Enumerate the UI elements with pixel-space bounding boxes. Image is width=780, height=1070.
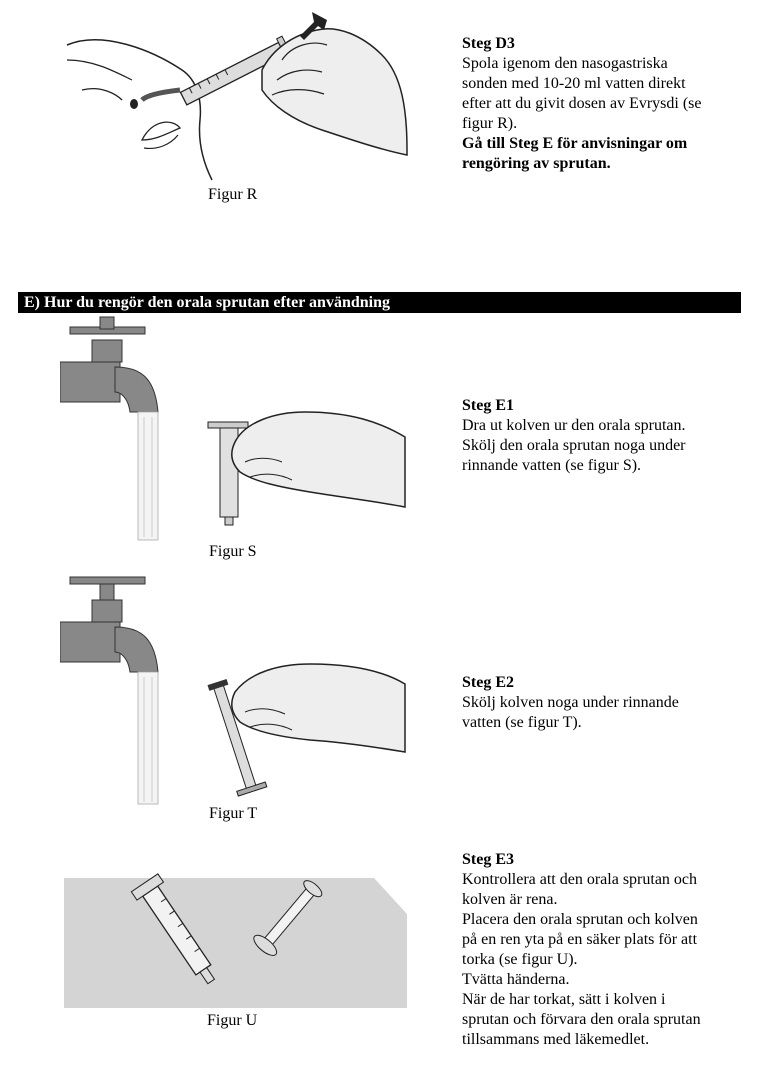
figure-s-caption: Figur S [209,543,257,560]
step-d3-line: Spola igenom den nasogastriska [462,55,668,72]
step-d3-heading: Steg D3 [462,35,515,52]
figure-u-illustration [64,862,409,1010]
step-e3-heading: Steg E3 [462,851,514,868]
figure-u-caption: Figur U [207,1012,258,1029]
figure-s-illustration [60,312,410,544]
step-e3-line: kolven är rena. [462,891,558,908]
step-e3-line: Placera den orala sprutan och kolven [462,911,698,928]
figure-t-illustration [60,572,410,806]
figure-r-illustration [62,0,412,185]
step-e3-line: Kontrollera att den orala sprutan och [462,871,698,888]
step-e1 [462,396,752,476]
step-d3-line: efter att du givit dosen av Evrysdi (se [462,95,702,112]
step-e2-heading: Steg E2 [462,674,514,691]
step-e2 [462,673,752,733]
step-e1-heading: Steg E1 [462,397,514,414]
step-d3-bold-line: Gå till Steg E för anvisningar om [462,135,688,152]
step-e3-line: När de har torkat, sätt i kolven i [462,991,666,1008]
step-e3-line: tillsammans med läkemedlet. [462,1031,650,1048]
step-e3-line: Tvätta händerna. [462,971,570,988]
step-e1-line: rinnande vatten (se figur S). [462,457,642,474]
step-e1-line: Dra ut kolven ur den orala sprutan. [462,417,686,434]
section-e-title: E) Hur du rengör den orala sprutan efter användning [18,292,741,313]
step-e2-line: Skölj kolven noga under rinnande [462,694,679,711]
step-d3-line: sonden med 10-20 ml vatten direkt [462,75,686,92]
step-e3-line: torka (se figur U). [462,951,578,968]
step-e1-line: Skölj den orala sprutan noga under [462,437,686,454]
step-e2-line: vatten (se figur T). [462,714,582,731]
step-e3-line: på en ren yta på en säker plats för att [462,931,698,948]
figure-t-caption: Figur T [209,805,258,822]
step-e3 [462,850,752,1050]
step-d3 [462,34,752,174]
step-e3-line: sprutan och förvara den orala sprutan [462,1011,701,1028]
step-d3-bold-line: rengöring av sprutan. [462,155,611,172]
step-d3-line: figur R). [462,115,518,132]
figure-r-caption: Figur R [208,186,258,203]
